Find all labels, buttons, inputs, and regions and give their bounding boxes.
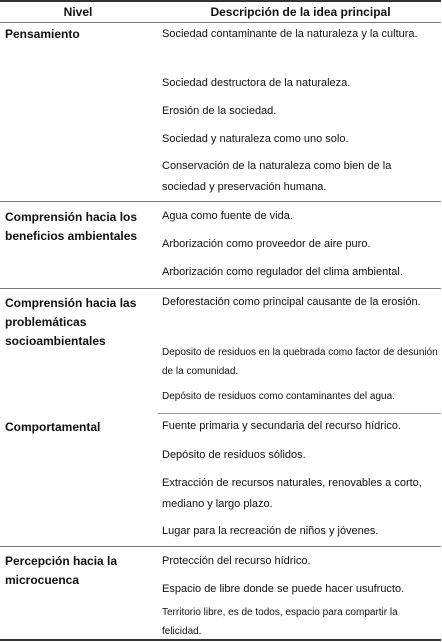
desc-item: Depósito de residuos como contaminantes del agua. — [162, 391, 395, 402]
desc-item: Arborización como proveedor de aire puro. — [162, 238, 371, 250]
desc-item: Sociedad y naturaleza como uno solo. — [162, 133, 349, 145]
section-rule — [0, 201, 441, 202]
desc-item: Deposito de residuos en la quebrada como factor de desunión de la comunidad. — [162, 347, 438, 377]
section-rule — [158, 413, 441, 414]
desc-item: Lugar para la recreación de niños y jóvenes. — [162, 525, 379, 537]
desc-item: Agua como fuente de vida. — [162, 210, 293, 222]
level-comprension-beneficios: Comprensión hacia los beneficios ambientales — [5, 210, 138, 243]
desc-item: Arborización como regulador del clima ambiental. — [162, 266, 403, 278]
section-rule — [0, 288, 441, 289]
desc-item: Fuente primaria y secundaria del recurso hídrico. — [162, 420, 402, 432]
desc-item: Erosión de la sociedad. — [162, 105, 277, 117]
header-descripcion: Descripción de la idea principal — [210, 5, 391, 19]
level-comportamental: Comportamental — [5, 420, 101, 434]
level-comprension-problematicas: Comprensión hacia las problemáticas socioambientales — [5, 296, 137, 348]
desc-item: Sociedad destructora de la naturaleza. — [162, 77, 351, 89]
desc-item: Deforestación como principal causante de la erosión. — [162, 296, 421, 308]
desc-item: Conservación de la naturaleza como bien de la sociedad y preservación humana. — [162, 160, 392, 193]
desc-item: Depósito de residuos sólidos. — [162, 449, 306, 461]
table-bottom-rule — [0, 639, 441, 641]
level-percepcion-microcuenca: Percepción hacia la microcuenca — [5, 554, 118, 587]
desc-item: Sociedad contaminante de la naturaleza y la cultura. — [162, 28, 418, 40]
header-rule — [0, 22, 441, 23]
header-nivel: Nivel — [63, 5, 93, 19]
section-rule — [0, 546, 441, 547]
level-pensamiento: Pensamiento — [5, 27, 80, 41]
desc-item: Territorio libre, es de todos, espacio para compartir la felicidad. — [162, 607, 398, 637]
desc-item: Extracción de recursos naturales, renovables a corto, mediano y largo plazo. — [162, 477, 422, 510]
desc-item: Espacio de libre donde se puede hacer usufructo. — [162, 583, 405, 595]
table-header-row — [0, 2, 441, 22]
desc-item: Protección del recurso hídrico. — [162, 555, 311, 567]
